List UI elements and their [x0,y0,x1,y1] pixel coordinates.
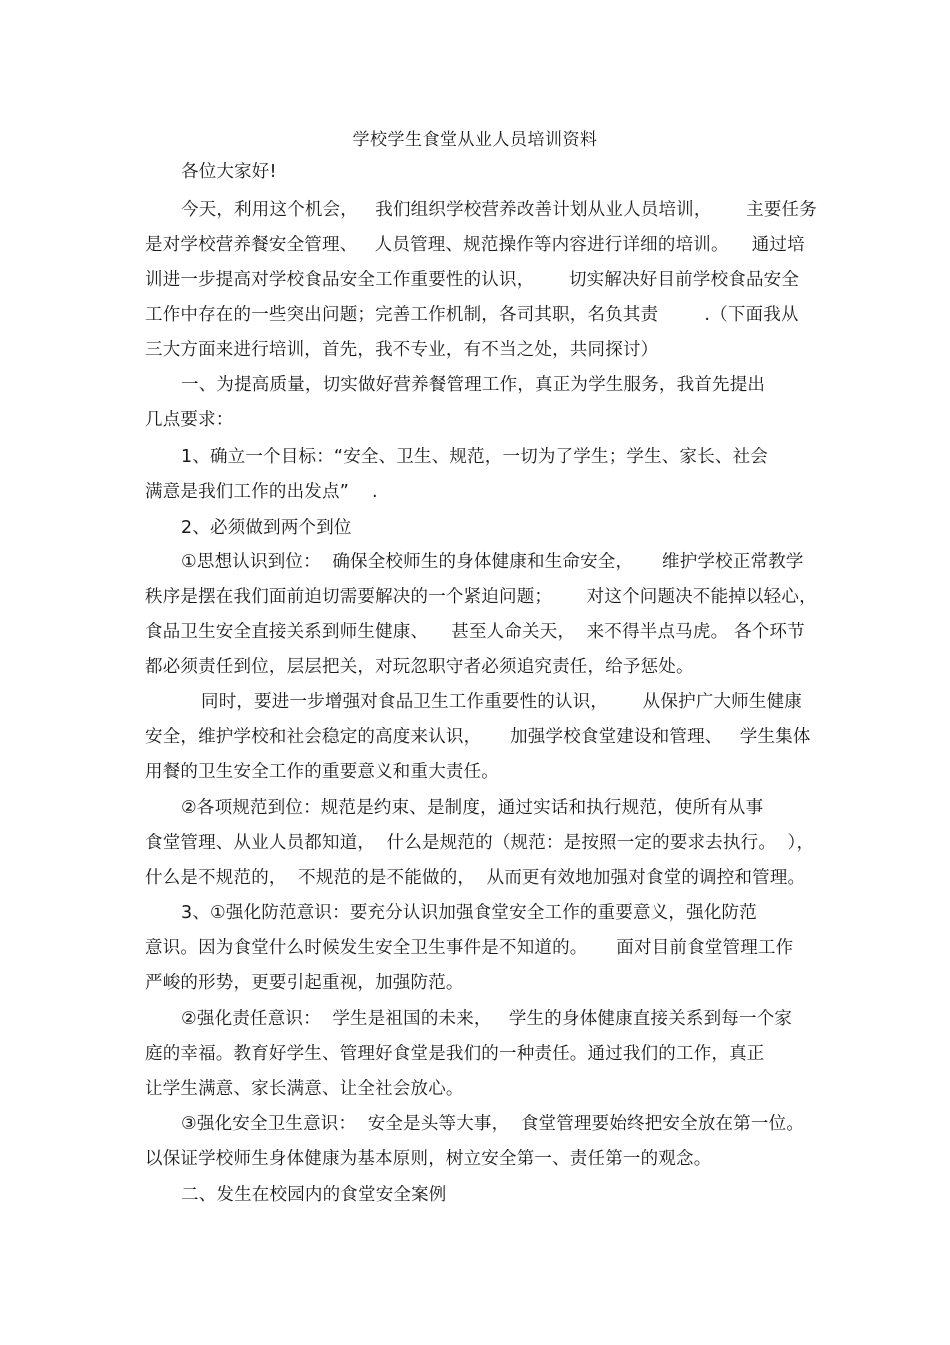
body-line: 意识。因为食堂什么时候发生安全卫生事件是不知道的。 面对目前食堂管理工作 [145,938,794,958]
body-line: 1、确立一个目标：“安全、卫生、规范，一切为了学生；学生、家长、社会 [181,447,768,467]
body-line: 工作中存在的一些突出问题；完善工作机制，各司其职，名负其责 .（下面我从 [145,305,799,325]
body-line: 2、必须做到两个到位 [181,518,352,538]
body-line: 用餐的卫生安全工作的重要意义和重大责任。 [145,762,499,782]
body-line: 什么是不规范的， 不规范的是不能做的， 从而更有效地加强对食堂的调控和管理。 [145,868,806,888]
body-line: 3、①强化防范意识：要充分认识加强食堂安全工作的重要意义，强化防范 [181,903,757,923]
body-line: ②各项规范到位：规范是约束、是制度，通过实话和执行规范，使所有从事 [181,798,764,818]
body-line: ②强化责任意识： 学生是祖国的未来， 学生的身体健康直接关系到每一个家 [181,1009,793,1029]
section-heading: 一、为提高质量，切实做好营养餐管理工作，真正为学生服务，我首先提出 [181,375,766,395]
body-line: 食品卫生安全直接关系到师生健康、 甚至人命关天， 来不得半点马虎。 各个环节 [145,622,805,642]
section-heading: 二、发生在校园内的食堂安全案例 [181,1185,447,1205]
body-line: 食堂管理、从业人员都知道， 什么是规范的（规范：是按照一定的要求去执行。 ）， [145,833,815,853]
body-line: 庭的幸福。教育好学生、管理好食堂是我们的一种责任。通过我们的工作，真正 [145,1044,765,1064]
body-line: 三大方面来进行培训，首先，我不专业，有不当之处，共同探讨） [145,340,659,360]
body-line: 以保证学校师生身体健康为基本原则，树立安全第一、责任第一的观念。 [145,1149,712,1169]
greeting: 各位大家好! [181,162,277,182]
body-line: 都必须责任到位，层层把关，对玩忽职守者必须追究责任，给予惩处。 [145,657,694,677]
body-line: ③强化安全卫生意识： 安全是头等大事， 食堂管理要始终把安全放在第一位。 [181,1114,805,1134]
body-line: 是对学校营养餐安全管理、 人员管理、规范操作等内容进行详细的培训。 通过培 [145,235,805,255]
body-line: 满意是我们工作的出发点” . [145,482,378,502]
document-title: 学校学生食堂从业人员培训资料 [352,130,598,150]
body-line: 几点要求： [145,410,234,430]
body-line: ①思想认识到位： 确保全校师生的身体健康和生命安全， 维护学校正常教学 [181,552,804,572]
body-line: 同时，要进一步增强对食品卫生工作重要性的认识， 从保护广大师生健康 [201,692,802,712]
body-line: 训进一步提高对学校食品安全工作重要性的认识， 切实解决好目前学校食品安全 [145,270,800,290]
body-line: 让学生满意、家长满意、让全社会放心。 [145,1079,464,1099]
body-line: 今天，利用这个机会， 我们组织学校营养改善计划从业人员培训， 主要任务 [181,200,817,220]
body-line: 严峻的形势，更要引起重视，加强防范。 [145,973,464,993]
body-line: 安全，维护学校和社会稳定的高度来认识， 加强学校食堂建设和管理、 学生集体 [145,727,811,747]
body-line: 秩序是摆在我们面前迫切需要解决的一个紧迫问题； 对这个问题决不能掉以轻心， [145,587,817,607]
